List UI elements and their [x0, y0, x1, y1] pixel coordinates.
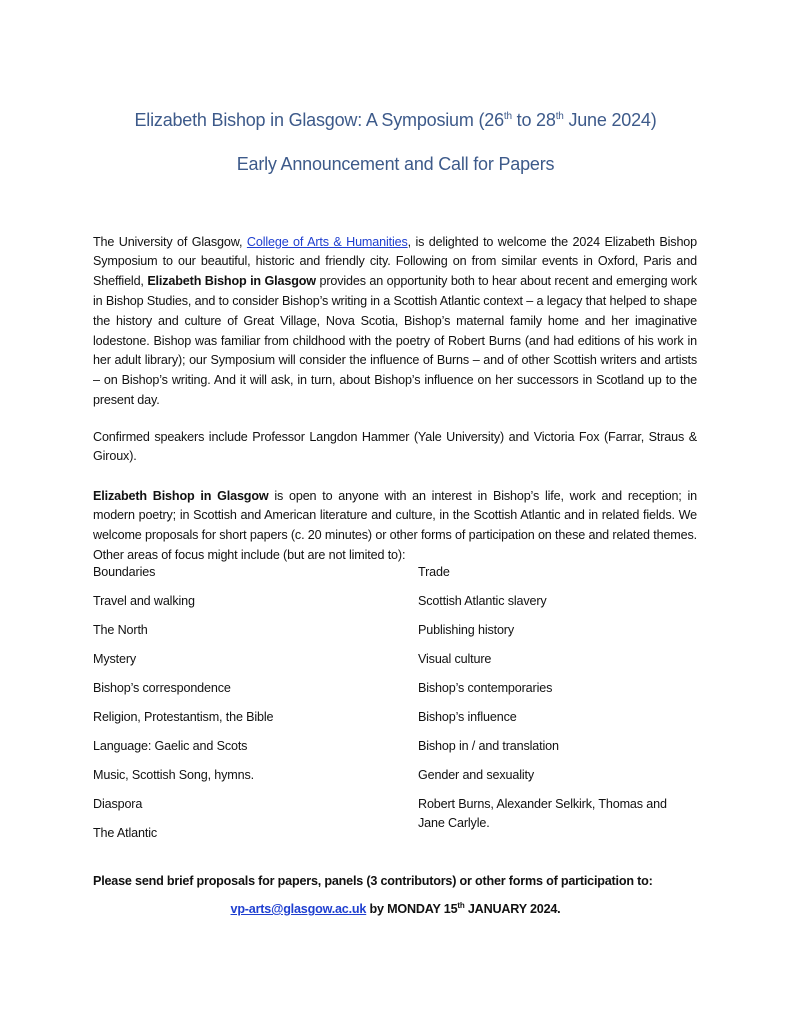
topic-item: Religion, Protestantism, the Bible: [93, 710, 274, 724]
topic-item: Bishop in / and translation: [418, 739, 559, 753]
topic-item: Boundaries: [93, 565, 156, 579]
page-title: [0, 110, 791, 131]
topic-item: Music, Scottish Song, hymns.: [93, 768, 254, 782]
page-subtitle: Early Announcement and Call for Papers: [236, 154, 555, 174]
deadline-text: by MONDAY 15: [366, 902, 458, 916]
topic-item: Bishop’s influence: [418, 710, 517, 724]
topic-item: The North: [93, 623, 148, 637]
deadline-text: JANUARY 2024.: [464, 902, 561, 916]
topic-item: The Atlantic: [93, 826, 158, 840]
intro-paragraph: [93, 233, 697, 411]
submission-contact: [0, 902, 791, 916]
title-text: June 2024): [563, 110, 657, 130]
college-link[interactable]: College of Arts & Humanities: [246, 234, 408, 249]
topic-item: Mystery: [93, 652, 137, 666]
title-text: to 28: [511, 110, 556, 130]
email-link[interactable]: vp-arts@glasgow.ac.uk: [230, 902, 367, 916]
topic-item: Scottish Atlantic slavery: [418, 594, 547, 608]
topic-item: Bishop’s contemporaries: [418, 681, 553, 695]
title-text: Elizabeth Bishop in Glasgow: A Symposium (26: [134, 110, 504, 130]
event-name-bold: Elizabeth Bishop in Glasgow: [93, 488, 269, 503]
open-call-paragraph: [93, 487, 697, 566]
event-name-bold: Elizabeth Bishop in Glasgow: [147, 274, 316, 289]
topic-item: Travel and walking: [93, 594, 195, 608]
title-superscript: th: [503, 111, 512, 122]
deadline-superscript: th: [457, 901, 465, 910]
intro-text: , is delighted to welcome the 2024 Elizabeth Bishop Symposium to our beautiful, historic and friendly city. Following on from similar events in Oxford, Paris and Sheffield,: [93, 234, 698, 289]
open-call-text: is open to anyone with an interest in Bishop’s life, work and reception; in modern poetry; in Scottish and American literature and culture, in the Scottish Atlantic and in related fields. We welcome proposals for short papers (c. 20 minutes) or other forms of participation on these and related themes. Other areas of focus might include (but are not limited to):: [93, 488, 697, 562]
speakers-paragraph: Confirmed speakers include Professor Langdon Hammer (Yale University) and Victoria Fox (Farrar, Straus & Giroux).: [93, 429, 697, 464]
topic-item: Trade: [418, 565, 450, 579]
topic-item: Gender and sexuality: [418, 768, 535, 782]
topic-item: Bishop’s correspondence: [93, 681, 231, 695]
topics-right-column: [418, 563, 708, 833]
topic-item: Visual culture: [418, 652, 492, 666]
topic-item: Diaspora: [93, 797, 143, 811]
topic-item: Publishing history: [418, 623, 515, 637]
topic-item: Language: Gaelic and Scots: [93, 739, 248, 753]
submission-instructions: Please send brief proposals for papers, panels (3 contributors) or other forms of participation to:: [93, 874, 653, 888]
intro-text: The University of Glasgow,: [93, 234, 247, 249]
topic-item: Robert Burns, Alexander Selkirk, Thomas and Jane Carlyle.: [418, 797, 667, 830]
topics-left-column: [93, 563, 383, 853]
title-superscript: th: [555, 111, 564, 122]
intro-text: provides an opportunity both to hear about recent and emerging work in Bishop Studies, and to consider Bishop’s writing in a Scottish Atlantic context – a legacy that helped to shape the history and culture of Great Village, Nova Scotia, Bishop’s maternal family home and her imaginative lodestone. Bishop was familiar from childhood with the poetry of Robert Burns (and had editions of his work in her adult library); our Symposium will consider the influence of Burns – and of other Scottish writers and artists – on Bishop’s writing. And it will ask, in turn, about Bishop’s influence on her successors in Scotland up to the present day.: [93, 274, 697, 407]
